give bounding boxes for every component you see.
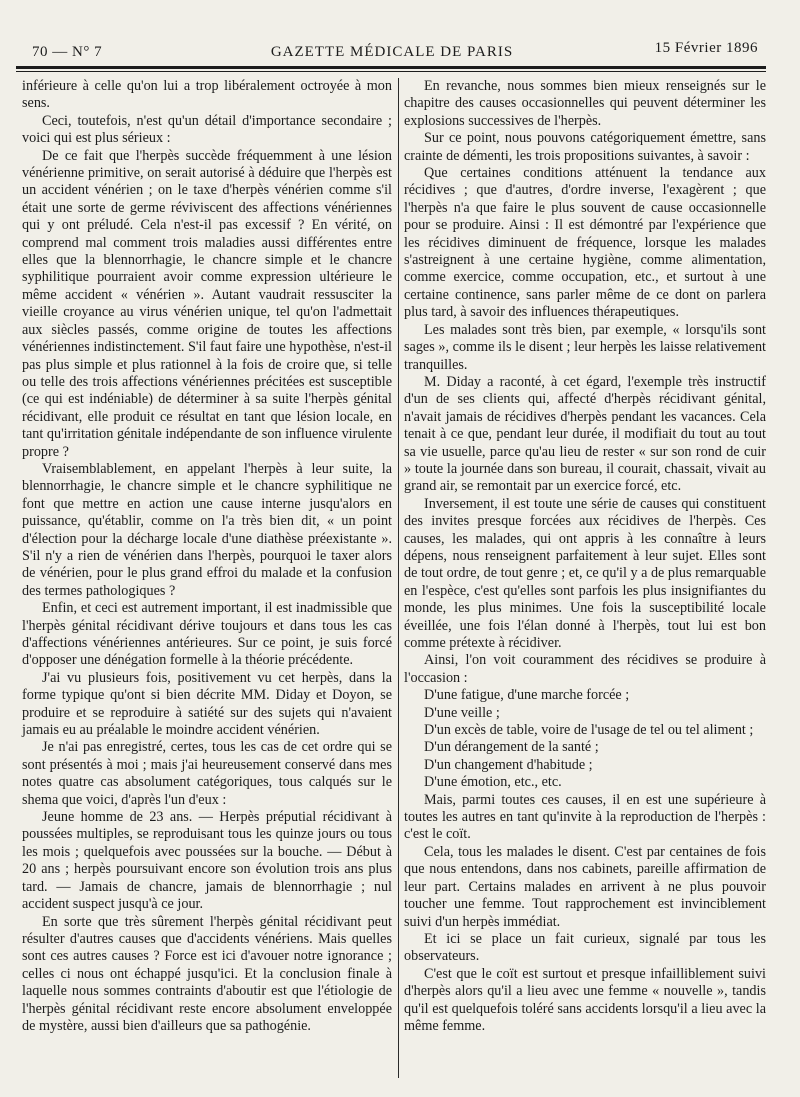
- list-item: D'une veille ;: [424, 704, 500, 721]
- header-rule: [16, 66, 766, 69]
- left-column: [22, 78, 392, 1035]
- page-header: [22, 38, 762, 62]
- paragraph: En revanche, nous sommes bien mieux renseignés sur le chapitre des causes occasionnelles qui peuvent déterminer les explosions successives de l'herpès.: [404, 78, 766, 129]
- paragraph: Sur ce point, nous pouvons catégoriquement émettre, sans crainte de démenti, les trois propositions suivantes, à savoir :: [404, 130, 766, 164]
- paragraph: Enfin, et ceci est autrement important, il est inadmissible que l'herpès génital récidivant dérive toujours et dans tous les cas d'affections vénériennes antérieures. Sur ce point, je suis forcé d'opposer une dénégation formelle à la théorie précédente.: [22, 600, 392, 669]
- paragraph: Que certaines conditions atténuent la tendance aux récidives ; que d'autres, d'ordre inverse, l'exagèrent ; que l'herpès n'a que faire le plus souvent de cause occasionnelle pour se produire. Ainsi : Il est démontré par l'expérience que les récidives diminuent de fréquence, lorsque les malades s'astreignent à une certaine hygiène, comme alimentation, comme exercice, comme occupation, etc., et surtout à une certaine continence, sans parler même de ce dont on parlera plus tard, à savoir des influences thérapeutiques.: [404, 165, 766, 321]
- paragraph: inférieure à celle qu'on lui a trop libéralement octroyée à mon sens.: [22, 78, 392, 112]
- paragraph: Et ici se place un fait curieux, signalé par tous les observateurs.: [404, 930, 766, 965]
- list-item: D'un changement d'habitude ;: [424, 756, 593, 773]
- list-item: D'une fatigue, d'une marche forcée ;: [424, 687, 630, 704]
- paragraph: Ainsi, l'on voit couramment des récidives se produire à l'occasion :: [404, 652, 766, 686]
- list-item: D'un dérangement de la santé ;: [424, 739, 599, 756]
- paragraph: En sorte que très sûrement l'herpès génital récidivant peut résulter d'autres causes que d'accidents vénériens. Mais quelles sont ces autres causes ? Force est ici d'avouer notre ignorance ; celles ci nous ont échappé jusqu'ici. Et la conclusion finale à laquelle nous sommes contraints d'aboutir est que l'étiologie de l'herpès génital récidivant reste encore absolument enveloppée de mystère, aussi bien d'ailleurs que sa pathogénie.: [22, 913, 392, 1034]
- paragraph: J'ai vu plusieurs fois, positivement vu cet herpès, dans la forme typique qu'ont si bien décrite MM. Diday et Doyon, se produire et se reproduire à satiété sur des sujets qui n'avaient jamais eu au préalable le moindre accident vénérien.: [22, 669, 392, 739]
- right-column: [404, 78, 766, 1035]
- paragraph: Inversement, il est toute une série de causes qui constituent des invites presque forcées aux récidives de l'herpès. Ces causes, les malades, qui ont appris à les connaître à leurs dépens, nous renseignent parfaitement à leur sujet. Elles sont de tout ordre, de tout genre ; et, ce qu'il y a de plus remarquable en l'espèce, c'est qu'elles sont parfois les plus insignifiantes du monde, les plus minimes. Une fois la susceptibilité locale éveillée, une fois l'élan donné à l'herpès, tout lui est bon comme prétexte à récidiver.: [404, 495, 766, 651]
- journal-title: GAZETTE MÉDICALE DE PARIS: [270, 44, 514, 60]
- paragraph: De ce fait que l'herpès succède fréquemment à une lésion vénérienne primitive, on serait autorisé à déduire que l'herpès est un accident vénérien ; on le taxe d'herpès vénérien comme s'il était une sorte de germe réviviscent des affections vénériennes qui y ont préludé. Cela n'est-il pas excessif ? En vérité, on comprend mal comment trois maladies aussi différentes entre elles que la blennorrhagie, le chancre simple et le chancre syphilitique pourraient avoir comme expression ultérieure le même accident « vénérien ». Autant vaudrait ressusciter la vieille croyance au virus vénérien unique, tel qu'on l'admettait aux siècles passés, comme origine de toutes les affections vénériennes indistinctement. S'il faut faire une hypothèse, n'est-il pas plus simple et plus rationnel à la fois de croire que, si telle ou telle des trois affections vénériennes précitées est susceptible (ce qui est indéniable) de déterminer à sa suite l'herpès génital récidivant, elle produit ce résultat en tant que lésion locale, en tant qu'irritation génitale indépendante de son influence virulente propre ?: [22, 147, 392, 460]
- paragraph: Mais, parmi toutes ces causes, il en est une supérieure à toutes les autres en tant qu'invite à la reproduction de l'herpès : c'est le coït.: [404, 791, 766, 843]
- paragraph: Cela, tous les malades le disent. C'est par centaines de fois que nous entendons, dans nos cabinets, pareille affirmation de leur part. Certains malades en arrivent à ne plus pouvoir toucher une femme. Tout rapprochement est invinciblement suivi d'un herpès immédiat.: [404, 843, 766, 930]
- header-rule-thin: [16, 71, 766, 72]
- case-report: Jeune homme de 23 ans. — Herpès préputial récidivant à poussées multiples, se reproduisant tous les quinze jours ou tous les mois ; quelquefois avec poussées sur la bouche. — Début à 20 ans ; herpès poursuivant encore son évolution trois ans plus tard. — Jamais de chancre, jamais de blennorrhagie ; nul accident suspect jusqu'à ce jour.: [22, 809, 392, 913]
- paragraph: Les malades sont très bien, par exemple, « lorsqu'ils sont sages », comme ils le disent ; leur herpès les laisse relativement tranquilles.: [404, 321, 766, 373]
- paragraph: Ceci, toutefois, n'est qu'un détail d'importance secondaire ; voici qui est plus sérieux :: [22, 112, 392, 147]
- paragraph: M. Diday a raconté, à cet égard, l'exemple très instructif d'un de ses clients qui, affecté d'herpès récidivant génital, n'avait jamais de récidives d'herpès pendant les vacances. Cela tenait à ce que, pendant leur durée, il modifiait du tout au tout sa vie usuelle, parce qu'au lieu de rester « sur son rond de cuir » toute la journée dans son bureau, il courait, chassait, vivait au grand air, se remontait par un exercice forcé, etc.: [404, 373, 766, 495]
- paragraph: C'est que le coït est surtout et presque infailliblement suivi d'herpès alors qu'il a lieu avec une femme « nouvelle », tandis qu'il est quelquefois toléré sans accidents lorsqu'il a lieu avec la même femme.: [404, 965, 766, 1034]
- paragraph: Je n'ai pas enregistré, certes, tous les cas de cet ordre qui se sont présentés à moi ; mais j'ai heureusement conservé dans mes notes quatre cas absolument catégoriques, tous calqués sur le shema que voici, d'après l'un d'eux :: [22, 739, 392, 808]
- paragraph: Vraisemblablement, en appelant l'herpès à leur suite, la blennorrhagie, le chancre simple et le chancre syphilitique ne font que mettre en action une cause interne jusqu'alors en puissance, qu'établir, comme on l'a très bien dit, « un point d'élection pour la décharge locale d'une diathèse préexistante ». S'il n'y a rien de vénérien dans l'herpès, pourquoi le taxer alors de vénérien, pour le plus grand effroi du malade et la confusion des termes pathologiques ?: [22, 460, 392, 599]
- issue-date: 15 Février 1896: [654, 40, 758, 56]
- page-number: 70 — N° 7: [32, 44, 103, 60]
- column-divider: [398, 78, 399, 1078]
- list-item: D'un excès de table, voire de l'usage de tel ou tel aliment ;: [424, 722, 754, 739]
- list-item: D'une émotion, etc., etc.: [424, 774, 562, 791]
